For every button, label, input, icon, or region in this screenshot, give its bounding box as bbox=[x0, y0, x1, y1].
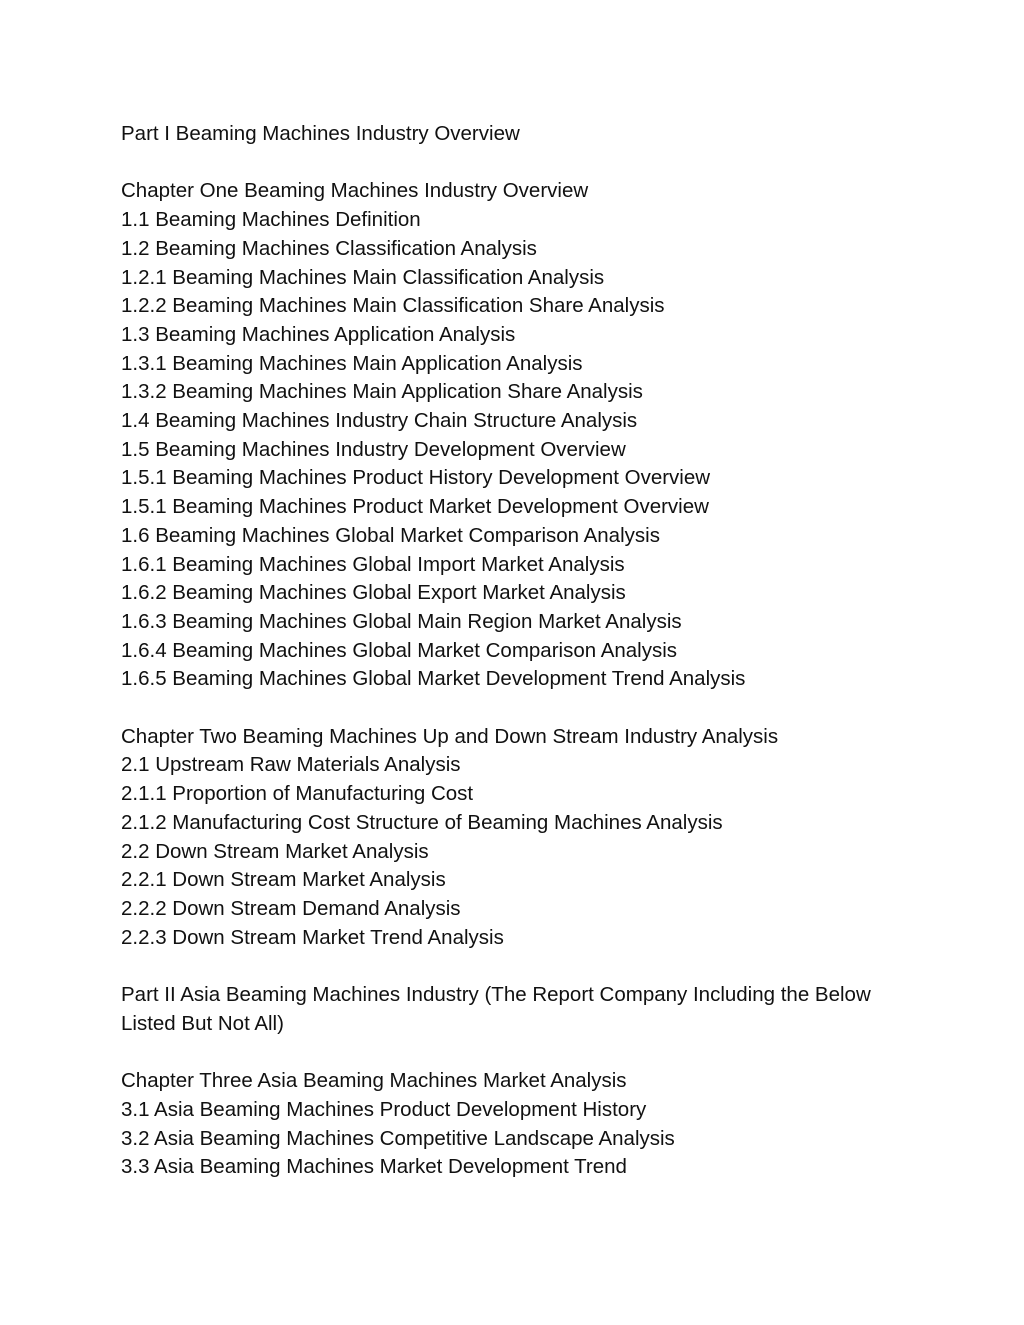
list-item: 1.6.5 Beaming Machines Global Market Development Trend Analysis bbox=[121, 667, 746, 691]
list-item: 3.2 Asia Beaming Machines Competitive Landscape Analysis bbox=[121, 1126, 675, 1150]
list-item: 1.6.2 Beaming Machines Global Export Market Analysis bbox=[121, 581, 626, 605]
spacer bbox=[121, 149, 881, 178]
chapter-title: Chapter Two Beaming Machines Up and Down Stream Industry Analysis bbox=[121, 724, 779, 748]
list-item: 1.3.2 Beaming Machines Main Application Share Analysis bbox=[121, 380, 643, 404]
list-item: 2.2.2 Down Stream Demand Analysis bbox=[121, 896, 461, 920]
list-item: 2.2.1 Down Stream Market Analysis bbox=[121, 868, 446, 892]
list-item: 1.6.3 Beaming Machines Global Main Region Market Analysis bbox=[121, 609, 682, 633]
list-item: 1.5 Beaming Machines Industry Development Overview bbox=[121, 437, 626, 461]
list-item: 1.5.1 Beaming Machines Product History Development Overview bbox=[121, 466, 711, 490]
spacer bbox=[121, 952, 881, 981]
list-item: 1.4 Beaming Machines Industry Chain Structure Analysis bbox=[121, 409, 638, 433]
list-item: 3.3 Asia Beaming Machines Market Development Trend bbox=[121, 1155, 627, 1179]
list-item: 2.1 Upstream Raw Materials Analysis bbox=[121, 753, 461, 777]
spacer bbox=[121, 694, 881, 723]
list-item: 1.5.1 Beaming Machines Product Market Development Overview bbox=[121, 495, 709, 519]
part-title: Part II Asia Beaming Machines Industry (The Report Company Including the Below Listed But Not All) bbox=[121, 983, 871, 1035]
table-of-contents bbox=[121, 120, 881, 1182]
list-item: 1.6 Beaming Machines Global Market Comparison Analysis bbox=[121, 523, 660, 547]
chapter-title: Chapter One Beaming Machines Industry Overview bbox=[121, 179, 589, 203]
list-item: 1.2 Beaming Machines Classification Analysis bbox=[121, 236, 537, 260]
part-title: Part I Beaming Machines Industry Overview bbox=[121, 122, 520, 145]
spacer bbox=[121, 1038, 881, 1067]
list-item: 2.1.1 Proportion of Manufacturing Cost bbox=[121, 782, 474, 806]
list-item: 1.2.2 Beaming Machines Main Classification Share Analysis bbox=[121, 294, 665, 318]
list-item: 1.3.1 Beaming Machines Main Application Analysis bbox=[121, 351, 583, 375]
list-item: 2.1.2 Manufacturing Cost Structure of Beaming Machines Analysis bbox=[121, 810, 723, 834]
list-item: 1.6.1 Beaming Machines Global Import Market Analysis bbox=[121, 552, 625, 576]
list-item: 2.2.3 Down Stream Market Trend Analysis bbox=[121, 925, 504, 949]
list-item: 1.6.4 Beaming Machines Global Market Comparison Analysis bbox=[121, 638, 678, 662]
chapter-title: Chapter Three Asia Beaming Machines Market Analysis bbox=[121, 1069, 627, 1093]
list-item: 1.1 Beaming Machines Definition bbox=[121, 208, 421, 232]
list-item: 1.2.1 Beaming Machines Main Classification Analysis bbox=[121, 265, 605, 289]
list-item: 2.2 Down Stream Market Analysis bbox=[121, 839, 429, 863]
list-item: 3.1 Asia Beaming Machines Product Development History bbox=[121, 1097, 647, 1121]
list-item: 1.3 Beaming Machines Application Analysis bbox=[121, 322, 516, 346]
